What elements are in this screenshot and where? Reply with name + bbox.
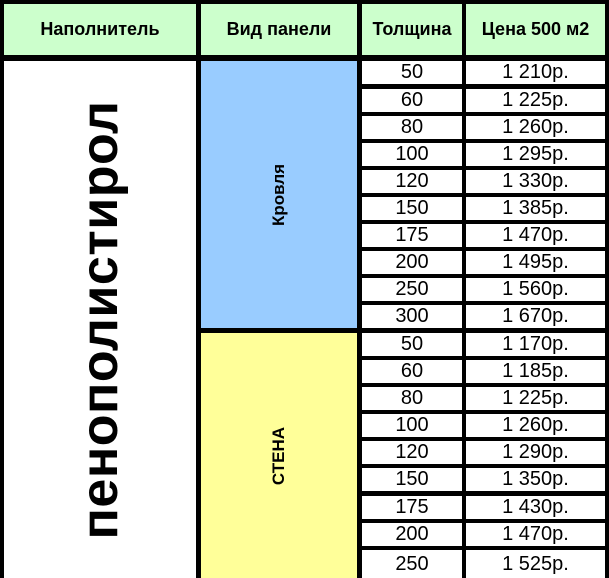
price-cell: 1 225р. <box>466 89 605 112</box>
price-cell: 1 330р. <box>466 170 605 193</box>
thickness-cell: 100 <box>362 414 462 437</box>
panel-type-roof-label: Кровля <box>269 163 288 226</box>
thickness-cell: 250 <box>362 278 462 301</box>
header-price: Цена 500 м2 <box>466 4 605 55</box>
thickness-cell: 200 <box>362 251 462 274</box>
thickness-cell: 300 <box>362 305 462 328</box>
price-cell: 1 185р. <box>466 360 605 383</box>
price-cell: 1 385р. <box>466 197 605 220</box>
thickness-cell: 120 <box>362 170 462 193</box>
thickness-cell: 250 <box>362 550 462 578</box>
thickness-cell: 120 <box>362 441 462 464</box>
thickness-cell: 60 <box>362 360 462 383</box>
thickness-cell: 150 <box>362 197 462 220</box>
panel-type-wall <box>201 333 357 578</box>
header-filler: Наполнитель <box>4 4 196 55</box>
thickness-cell: 80 <box>362 387 462 410</box>
price-cell: 1 670р. <box>466 305 605 328</box>
price-cell: 1 290р. <box>466 441 605 464</box>
price-cell: 1 260р. <box>466 116 605 139</box>
thickness-cell: 60 <box>362 89 462 112</box>
thickness-cell: 100 <box>362 143 462 166</box>
price-cell: 1 210р. <box>466 61 605 84</box>
price-cell: 1 495р. <box>466 251 605 274</box>
price-cell: 1 525р. <box>466 550 605 578</box>
thickness-cell: 50 <box>362 61 462 84</box>
thickness-cell: 50 <box>362 333 462 356</box>
price-cell: 1 260р. <box>466 414 605 437</box>
price-cell: 1 470р. <box>466 523 605 546</box>
filler-name: пенополистирол <box>71 100 129 539</box>
thickness-cell: 175 <box>362 496 462 519</box>
panel-type-roof <box>201 61 357 328</box>
header-panel-type: Вид панели <box>201 4 357 55</box>
thickness-cell: 150 <box>362 468 462 491</box>
panel-type-wall-label: СТЕНА <box>269 426 288 485</box>
thickness-cell: 175 <box>362 224 462 247</box>
price-cell: 1 430р. <box>466 496 605 519</box>
price-cell: 1 295р. <box>466 143 605 166</box>
price-cell: 1 170р. <box>466 333 605 356</box>
price-cell: 1 225р. <box>466 387 605 410</box>
price-cell: 1 350р. <box>466 468 605 491</box>
price-cell: 1 470р. <box>466 224 605 247</box>
thickness-cell: 200 <box>362 523 462 546</box>
filler-cell <box>4 61 196 578</box>
price-cell: 1 560р. <box>466 278 605 301</box>
thickness-cell: 80 <box>362 116 462 139</box>
header-thickness: Толщина <box>362 4 462 55</box>
